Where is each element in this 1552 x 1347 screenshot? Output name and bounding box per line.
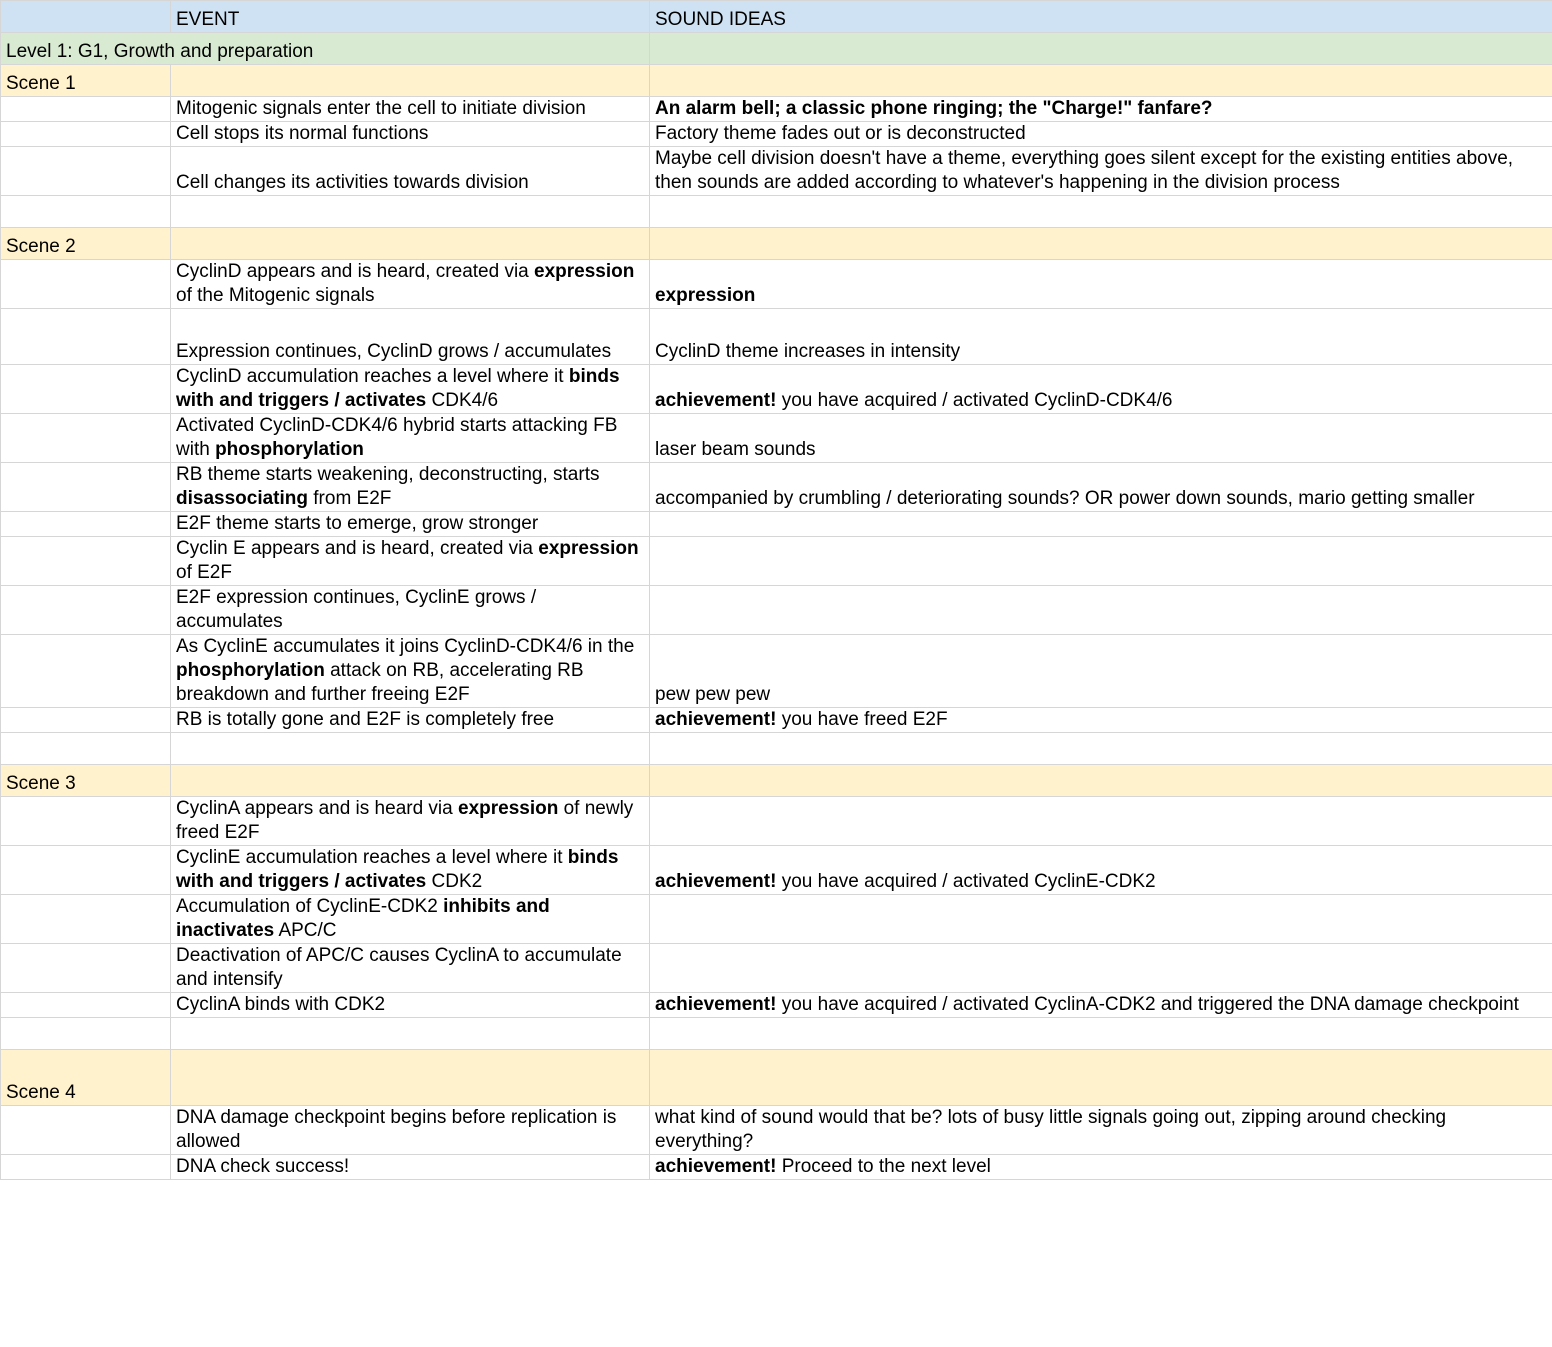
text-run: CyclinD accumulation reaches a level where it xyxy=(176,366,569,387)
event-cell[interactable] xyxy=(171,122,650,147)
event-row xyxy=(1,586,1552,635)
event-row xyxy=(1,635,1552,708)
empty-cell[interactable] xyxy=(650,1018,1552,1050)
text-run: binds with and triggers / activates xyxy=(176,366,620,411)
level-row xyxy=(1,33,1552,65)
event-row xyxy=(1,1155,1552,1180)
empty-cell[interactable] xyxy=(171,196,650,228)
event-cell[interactable] xyxy=(171,944,650,993)
event-row xyxy=(1,1106,1552,1155)
sheet-body xyxy=(1,1,1552,1180)
text-run: of newly freed E2F xyxy=(176,798,634,843)
text-run: pew pew pew xyxy=(655,684,771,705)
header-cell-sound-ideas[interactable]: SOUND IDEAS xyxy=(650,1,1552,33)
text-run: Cell stops its normal functions xyxy=(176,123,429,144)
empty-cell[interactable] xyxy=(1,1106,171,1155)
sound-idea-cell[interactable] xyxy=(650,586,1552,635)
scene-label[interactable]: Scene 3 xyxy=(1,765,171,797)
text-run: Cyclin E appears and is heard, created via xyxy=(176,538,539,559)
text-run: of the Mitogenic signals xyxy=(176,285,375,306)
event-row xyxy=(1,846,1552,895)
sound-idea-cell[interactable] xyxy=(650,260,1552,309)
event-cell[interactable] xyxy=(171,635,650,708)
empty-cell[interactable] xyxy=(1,708,171,733)
text-run: CDK2 xyxy=(426,871,483,892)
event-cell[interactable] xyxy=(171,537,650,586)
sound-idea-cell[interactable] xyxy=(650,122,1552,147)
sound-idea-cell[interactable] xyxy=(650,635,1552,708)
empty-cell[interactable] xyxy=(171,1018,650,1050)
event-cell[interactable] xyxy=(171,586,650,635)
blank-row xyxy=(1,1018,1552,1050)
scene-row xyxy=(1,228,1552,260)
text-run: Deactivation of APC/C causes CyclinA to accumulate and intensify xyxy=(176,945,622,990)
empty-cell[interactable] xyxy=(1,1155,171,1180)
event-row xyxy=(1,309,1552,365)
text-run: CyclinD appears and is heard, created via xyxy=(176,261,535,282)
empty-cell[interactable] xyxy=(1,895,171,944)
text-run: you have acquired / activated CyclinA-CDK2 and triggered the DNA damage checkpoint xyxy=(776,994,1519,1015)
text-run: Accumulation of CyclinE-CDK2 xyxy=(176,896,444,917)
text-run: As CyclinE accumulates it joins CyclinD-CDK4/6 in the xyxy=(176,636,635,657)
event-row xyxy=(1,512,1552,537)
empty-cell[interactable] xyxy=(1,797,171,846)
text-run: APC/C xyxy=(274,920,337,941)
text-run: achievement! xyxy=(655,709,777,730)
empty-cell[interactable] xyxy=(171,733,650,765)
sound-idea-cell[interactable] xyxy=(650,365,1552,414)
sound-idea-cell[interactable] xyxy=(650,1155,1552,1180)
sound-idea-cell[interactable] xyxy=(650,309,1552,365)
text-run: achievement! xyxy=(655,390,777,411)
empty-cell[interactable] xyxy=(1,147,171,196)
text-run: of E2F xyxy=(176,562,232,583)
text-run: CyclinA appears and is heard via xyxy=(176,798,458,819)
header-cell-a[interactable] xyxy=(1,1,171,33)
scene-label[interactable]: Scene 1 xyxy=(1,65,171,97)
text-run: Cell changes its activities towards division xyxy=(176,172,529,193)
event-cell[interactable] xyxy=(171,708,650,733)
event-cell[interactable] xyxy=(171,365,650,414)
empty-cell[interactable] xyxy=(1,944,171,993)
text-run: you have acquired / activated CyclinE-CDK2 xyxy=(776,871,1156,892)
scene-row xyxy=(1,1050,1552,1106)
empty-cell[interactable] xyxy=(1,196,171,228)
event-cell[interactable] xyxy=(171,512,650,537)
text-run: expression xyxy=(538,538,639,559)
scene-cell-sound[interactable] xyxy=(650,1050,1552,1106)
text-run: inhibits and inactivates xyxy=(176,896,550,941)
scene-cell-event[interactable] xyxy=(171,65,650,97)
event-cell[interactable] xyxy=(171,797,650,846)
empty-cell[interactable] xyxy=(1,414,171,463)
scene-row xyxy=(1,765,1552,797)
text-run: Expression continues, CyclinD grows / accumulates xyxy=(176,341,612,362)
level-title[interactable]: Level 1: G1, Growth and preparation xyxy=(1,33,650,65)
text-run: CyclinD theme increases in intensity xyxy=(655,341,961,362)
event-cell[interactable] xyxy=(171,895,650,944)
text-run: expression xyxy=(534,261,635,282)
empty-cell[interactable] xyxy=(1,537,171,586)
event-row xyxy=(1,365,1552,414)
event-cell[interactable] xyxy=(171,993,650,1018)
blank-row xyxy=(1,733,1552,765)
sound-idea-cell[interactable] xyxy=(650,1106,1552,1155)
sound-idea-cell[interactable] xyxy=(650,463,1552,512)
text-run: phosphorylation xyxy=(176,660,325,681)
event-cell[interactable] xyxy=(171,97,650,122)
empty-cell[interactable] xyxy=(1,260,171,309)
scene-cell-sound[interactable] xyxy=(650,228,1552,260)
event-row xyxy=(1,797,1552,846)
event-cell[interactable] xyxy=(171,147,650,196)
event-row xyxy=(1,414,1552,463)
event-row xyxy=(1,944,1552,993)
scene-row xyxy=(1,65,1552,97)
text-run: DNA check success! xyxy=(176,1156,350,1177)
empty-cell[interactable] xyxy=(1,1018,171,1050)
empty-cell[interactable] xyxy=(1,586,171,635)
text-run: attack on RB, accelerating RB breakdown and further freeing E2F xyxy=(176,660,584,705)
event-cell[interactable] xyxy=(171,1155,650,1180)
text-run: what kind of sound would that be? lots of busy little signals going out, zipping around checking everything? xyxy=(655,1107,1447,1152)
text-run: achievement! xyxy=(655,871,777,892)
text-run: disassociating xyxy=(176,488,308,509)
empty-cell[interactable] xyxy=(650,733,1552,765)
event-row xyxy=(1,993,1552,1018)
event-row xyxy=(1,147,1552,196)
text-run: accompanied by crumbling / deteriorating sounds? OR power down sounds, mario getting smaller xyxy=(655,488,1475,509)
text-run: CyclinA binds with CDK2 xyxy=(176,994,386,1015)
text-run: from E2F xyxy=(308,488,392,509)
text-run: expression xyxy=(458,798,559,819)
blank-row xyxy=(1,196,1552,228)
scene-label[interactable]: Scene 4 xyxy=(1,1050,171,1106)
text-run: phosphorylation xyxy=(215,439,364,460)
sound-idea-cell[interactable] xyxy=(650,537,1552,586)
empty-cell[interactable] xyxy=(1,512,171,537)
sound-idea-cell[interactable] xyxy=(650,414,1552,463)
event-row xyxy=(1,463,1552,512)
event-cell[interactable] xyxy=(171,1106,650,1155)
empty-cell[interactable] xyxy=(650,196,1552,228)
sound-idea-cell[interactable] xyxy=(650,797,1552,846)
text-run: laser beam sounds xyxy=(655,439,816,460)
empty-cell[interactable] xyxy=(1,309,171,365)
empty-cell[interactable] xyxy=(1,365,171,414)
empty-cell[interactable] xyxy=(1,635,171,708)
text-run: Mitogenic signals enter the cell to initiate division xyxy=(176,98,586,119)
event-row xyxy=(1,122,1552,147)
text-run: E2F theme starts to emerge, grow stronger xyxy=(176,513,539,534)
sound-idea-cell[interactable] xyxy=(650,512,1552,537)
text-run: CDK4/6 xyxy=(426,390,499,411)
text-run: An alarm bell; a classic phone ringing; the "Charge!" fanfare? xyxy=(655,98,1213,119)
scene-cell-event[interactable] xyxy=(171,1050,650,1106)
sound-idea-cell[interactable] xyxy=(650,846,1552,895)
scene-cell-event[interactable] xyxy=(171,765,650,797)
empty-cell[interactable] xyxy=(1,993,171,1018)
text-run: achievement! xyxy=(655,1156,777,1177)
empty-cell[interactable] xyxy=(1,846,171,895)
text-run: CyclinE accumulation reaches a level where it xyxy=(176,847,568,868)
scene-cell-event[interactable] xyxy=(171,228,650,260)
sound-idea-cell[interactable] xyxy=(650,993,1552,1018)
text-run: RB theme starts weakening, deconstructing, starts xyxy=(176,464,600,485)
text-run: Activated CyclinD-CDK4/6 hybrid starts attacking FB with xyxy=(176,415,618,460)
event-row xyxy=(1,708,1552,733)
text-run: Maybe cell division doesn't have a theme, everything goes silent except for the existing entities above, then sounds are added according to whatever's happening in the division process xyxy=(655,148,1514,193)
scene-cell-sound[interactable] xyxy=(650,65,1552,97)
text-run: Factory theme fades out or is deconstructed xyxy=(655,123,1026,144)
empty-cell[interactable] xyxy=(1,122,171,147)
event-row xyxy=(1,537,1552,586)
text-run: DNA damage checkpoint begins before replication is allowed xyxy=(176,1107,617,1152)
event-cell[interactable] xyxy=(171,414,650,463)
text-run: expression xyxy=(655,285,756,306)
text-run: you have acquired / activated CyclinD-CDK4/6 xyxy=(776,390,1173,411)
scene-label[interactable]: Scene 2 xyxy=(1,228,171,260)
text-run: you have freed E2F xyxy=(776,709,948,730)
sound-idea-cell[interactable] xyxy=(650,895,1552,944)
event-cell[interactable] xyxy=(171,846,650,895)
empty-cell[interactable] xyxy=(1,733,171,765)
sound-idea-cell[interactable] xyxy=(650,708,1552,733)
sound-idea-cell[interactable] xyxy=(650,97,1552,122)
text-run: Proceed to the next level xyxy=(776,1156,991,1177)
header-cell-event[interactable]: EVENT xyxy=(171,1,650,33)
text-run: achievement! xyxy=(655,994,777,1015)
event-row xyxy=(1,97,1552,122)
empty-cell[interactable] xyxy=(1,97,171,122)
text-run: RB is totally gone and E2F is completely free xyxy=(176,709,555,730)
scene-cell-sound[interactable] xyxy=(650,765,1552,797)
sound-idea-cell[interactable] xyxy=(650,944,1552,993)
header-row xyxy=(1,1,1552,33)
level-cell-c[interactable] xyxy=(650,33,1552,65)
text-run: binds with and triggers / activates xyxy=(176,847,619,892)
empty-cell[interactable] xyxy=(1,463,171,512)
event-row xyxy=(1,895,1552,944)
event-cell[interactable] xyxy=(171,260,650,309)
event-row xyxy=(1,260,1552,309)
text-run: E2F expression continues, CyclinE grows / accumulates xyxy=(176,587,537,632)
event-cell[interactable] xyxy=(171,463,650,512)
event-cell[interactable] xyxy=(171,309,650,365)
sound-idea-cell[interactable] xyxy=(650,147,1552,196)
